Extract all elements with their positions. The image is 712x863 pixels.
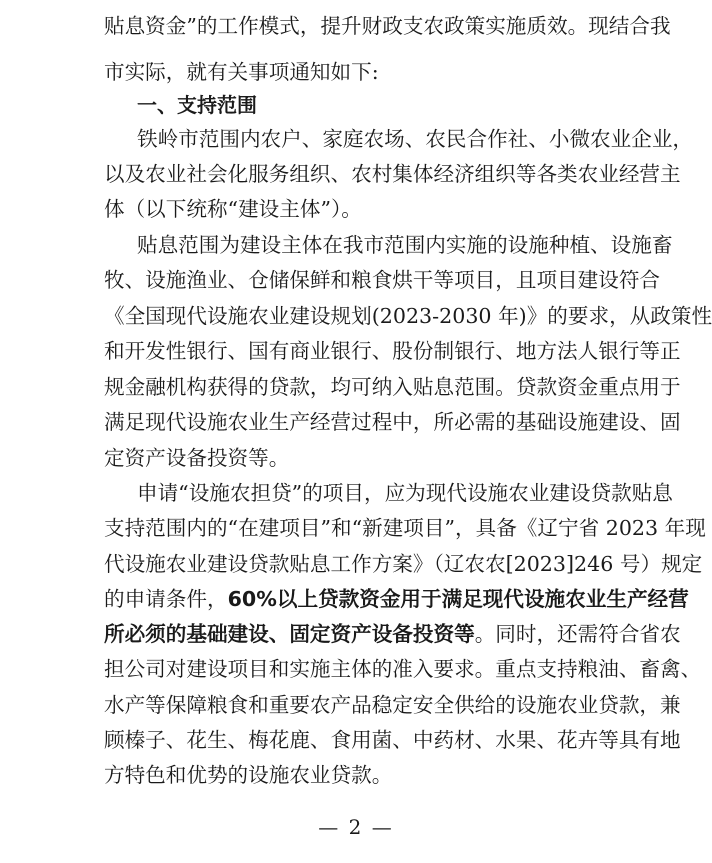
intro-line-2: 市实际，就有关事项通知如下:	[104, 60, 379, 84]
para3-line-5-bold: 所必须的基础建设、固定资产设备投资等	[104, 622, 475, 646]
section-heading-support-scope: 一、支持范围	[137, 93, 257, 117]
para2-line-3: 《全国现代设施农业建设规划(2023-2030 年)》的要求，从政策性	[104, 304, 712, 328]
para2-line-2: 牧、设施渔业、仓储保鲜和粮食烘干等项目，且项目建设符合	[104, 268, 661, 292]
para3-line-6: 担公司对建设项目和实施主体的准入要求。重点支持粮油、畜禽、	[104, 657, 702, 681]
intro-line-1: 贴息资金”的工作模式，提升财政支农政策实施质效。现结合我	[104, 14, 671, 38]
para2-line-5: 规金融机构获得的贷款，均可纳入贴息范围。贷款资金重点用于	[104, 375, 681, 399]
para2-line-6: 满足现代设施农业生产经营过程中，所必需的基础设施建设、固	[104, 410, 681, 434]
para3-line-1: 申请“设施农担贷”的项目，应为现代设施农业建设贷款贴息	[137, 481, 673, 505]
para1-line-2: 以及农业社会化服务组织、农村集体经济组织等各类农业经营主	[104, 162, 681, 186]
para1-line-1: 铁岭市范围内农户、家庭农场、农民合作社、小微农业企业，	[137, 127, 694, 151]
para3-line-2: 支持范围内的“在建项目”和“新建项目”，具备《辽宁省 2023 年现	[104, 516, 706, 540]
para2-line-4: 和开发性银行、国有商业银行、股份制银行、地方法人银行等正	[104, 339, 681, 363]
para2-line-1: 贴息范围为建设主体在我市范围内实施的设施种植、设施畜	[137, 233, 673, 257]
para3-line-4	[104, 587, 689, 611]
para3-line-7: 水产等保障粮食和重要农产品稳定安全供给的设施农业贷款，兼	[104, 693, 681, 717]
para3-line-5-plain: 。同时，还需符合省农	[474, 622, 681, 646]
para3-line-4-plain: 的申请条件，	[104, 587, 228, 611]
para3-line-8: 顾榛子、花生、梅花鹿、食用菌、中药材、水果、花卉等具有地	[104, 728, 681, 752]
para3-line-3: 代设施农业建设贷款贴息工作方案》（辽农农[2023]246 号）规定	[104, 552, 703, 576]
para1-line-3: 体（以下统称“建设主体”）。	[104, 197, 362, 221]
para3-line-9: 方特色和优势的设施农业贷款。	[104, 763, 393, 787]
para2-line-7: 定资产设备投资等。	[104, 446, 290, 470]
para3-line-5	[104, 622, 681, 646]
page-number: — 2 —	[318, 815, 394, 839]
para3-line-4-bold: 60%以上贷款资金用于满足现代设施农业生产经营	[227, 587, 689, 611]
